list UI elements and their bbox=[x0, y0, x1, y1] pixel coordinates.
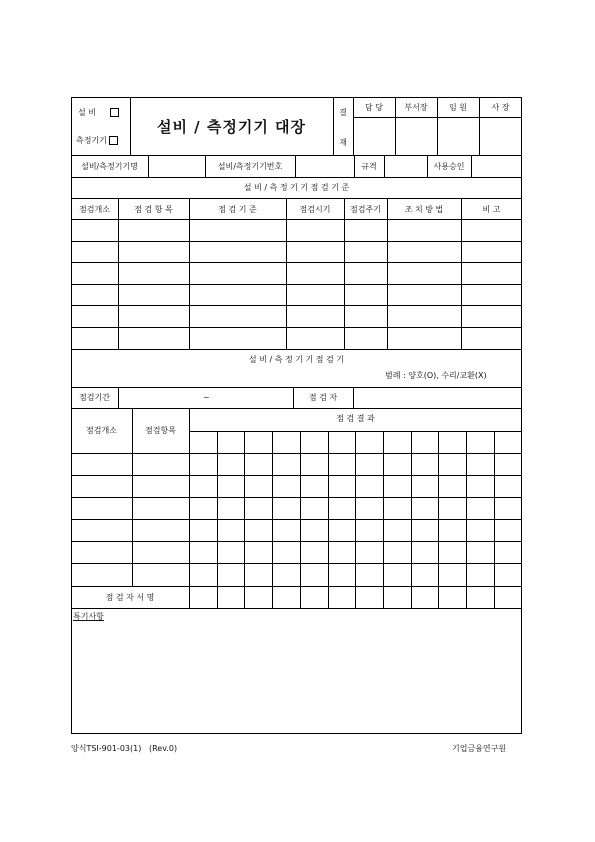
usage-approval-field[interactable] bbox=[472, 156, 521, 176]
row-line bbox=[71, 519, 522, 520]
row-line bbox=[71, 586, 522, 587]
spec-field[interactable] bbox=[385, 156, 426, 176]
criteria-col-item: 점 검 항 목 bbox=[134, 205, 173, 214]
type-instrument-label: 측정기기 bbox=[76, 136, 107, 145]
result-col-line bbox=[244, 431, 245, 608]
row-line bbox=[71, 284, 522, 285]
record-location-label: 점검개소 bbox=[86, 426, 117, 435]
signature-box-executive[interactable] bbox=[438, 118, 478, 154]
criteria-col-standard: 점 검 기 준 bbox=[218, 205, 257, 214]
signature-box-manager[interactable] bbox=[354, 118, 394, 154]
record-result-label: 점 검 결 과 bbox=[336, 414, 375, 423]
signature-box-president[interactable] bbox=[480, 118, 521, 154]
result-col-line bbox=[466, 431, 467, 608]
criteria-col-line bbox=[344, 198, 345, 349]
equipment-number-field[interactable] bbox=[296, 156, 353, 176]
criteria-col-line bbox=[461, 198, 462, 349]
row-line bbox=[71, 608, 522, 609]
approver-manager: 담 당 bbox=[365, 103, 383, 112]
criteria-col-action: 조 치 방 법 bbox=[404, 205, 444, 214]
result-col-line bbox=[300, 431, 301, 608]
equipment-name-label: 설비/측정기기명 bbox=[81, 162, 138, 171]
remarks-field[interactable] bbox=[72, 624, 521, 733]
type-equipment-checkbox[interactable] bbox=[78, 108, 119, 118]
row-line bbox=[71, 241, 522, 242]
record-col-line bbox=[189, 408, 190, 608]
result-col-line bbox=[383, 431, 384, 608]
equipment-name-field[interactable] bbox=[149, 156, 204, 176]
row-line bbox=[71, 541, 522, 542]
criteria-col-line bbox=[387, 198, 388, 349]
equipment-number-label: 설비/측정기기번호 bbox=[217, 162, 283, 171]
remarks-label: 특기사항 bbox=[73, 612, 104, 621]
row-line bbox=[71, 177, 522, 178]
checkbox-icon bbox=[110, 108, 119, 117]
row-line bbox=[71, 305, 522, 306]
record-col-line bbox=[132, 408, 133, 586]
row-line bbox=[71, 262, 522, 263]
period-label: 점검기간 bbox=[79, 393, 110, 402]
usage-approval-label: 사용승인 bbox=[433, 162, 465, 171]
row-line bbox=[71, 408, 522, 409]
inspector-signature-label: 점 검 자 서 명 bbox=[105, 593, 155, 602]
row-line bbox=[71, 497, 522, 498]
criteria-col-line bbox=[118, 198, 119, 349]
criteria-col-location: 점검개소 bbox=[79, 205, 110, 214]
criteria-section-title: 설 비 / 측 정 기 기 점 검 기 준 bbox=[243, 183, 350, 192]
row-line bbox=[71, 219, 522, 220]
result-col-line bbox=[328, 431, 329, 608]
approver-dept-head: 부서장 bbox=[404, 103, 428, 112]
record-section-title: 설 비 / 측 정 기 기 점 검 기 bbox=[248, 355, 345, 364]
result-col-line bbox=[411, 431, 412, 608]
inspector-label: 점 검 자 bbox=[308, 393, 338, 402]
row-line bbox=[71, 563, 522, 564]
page-title: 설비 / 측정기기 대장 bbox=[156, 118, 307, 136]
row-line bbox=[71, 327, 522, 328]
approver-president: 사 장 bbox=[491, 103, 510, 112]
form-number: 양식TSI-901-03(1) (Rev.0) bbox=[71, 744, 178, 753]
result-col-line bbox=[355, 431, 356, 608]
approver-executive: 임 원 bbox=[449, 103, 467, 112]
row-line bbox=[71, 349, 522, 350]
organization-name: 기업금융연구원 bbox=[452, 744, 507, 753]
record-item-label: 점검항목 bbox=[145, 426, 176, 435]
record-legend: 범례 : 양호(O), 수리/교환(X) bbox=[385, 371, 487, 380]
result-col-line bbox=[494, 431, 495, 608]
criteria-col-remarks: 비 고 bbox=[482, 205, 501, 214]
checkbox-icon bbox=[109, 136, 118, 145]
approval-label-top: 결 bbox=[339, 108, 347, 117]
row-line bbox=[71, 198, 522, 199]
result-col-line bbox=[217, 431, 218, 608]
criteria-col-line bbox=[189, 198, 190, 349]
inspector-field[interactable] bbox=[354, 388, 521, 407]
result-col-line bbox=[272, 431, 273, 608]
period-separator: ~ bbox=[203, 393, 210, 402]
criteria-col-line bbox=[286, 198, 287, 349]
approval-label-bottom: 재 bbox=[339, 138, 347, 147]
spec-label: 규격 bbox=[361, 162, 377, 171]
row-line bbox=[71, 453, 522, 454]
criteria-col-cycle: 점검주기 bbox=[350, 205, 381, 214]
result-col-line bbox=[438, 431, 439, 608]
type-equipment-label: 설 비 bbox=[78, 108, 96, 117]
signature-box-dept-head[interactable] bbox=[396, 118, 436, 154]
criteria-col-timing: 점검시기 bbox=[299, 205, 331, 214]
row-line bbox=[71, 475, 522, 476]
type-instrument-checkbox[interactable] bbox=[76, 136, 118, 146]
